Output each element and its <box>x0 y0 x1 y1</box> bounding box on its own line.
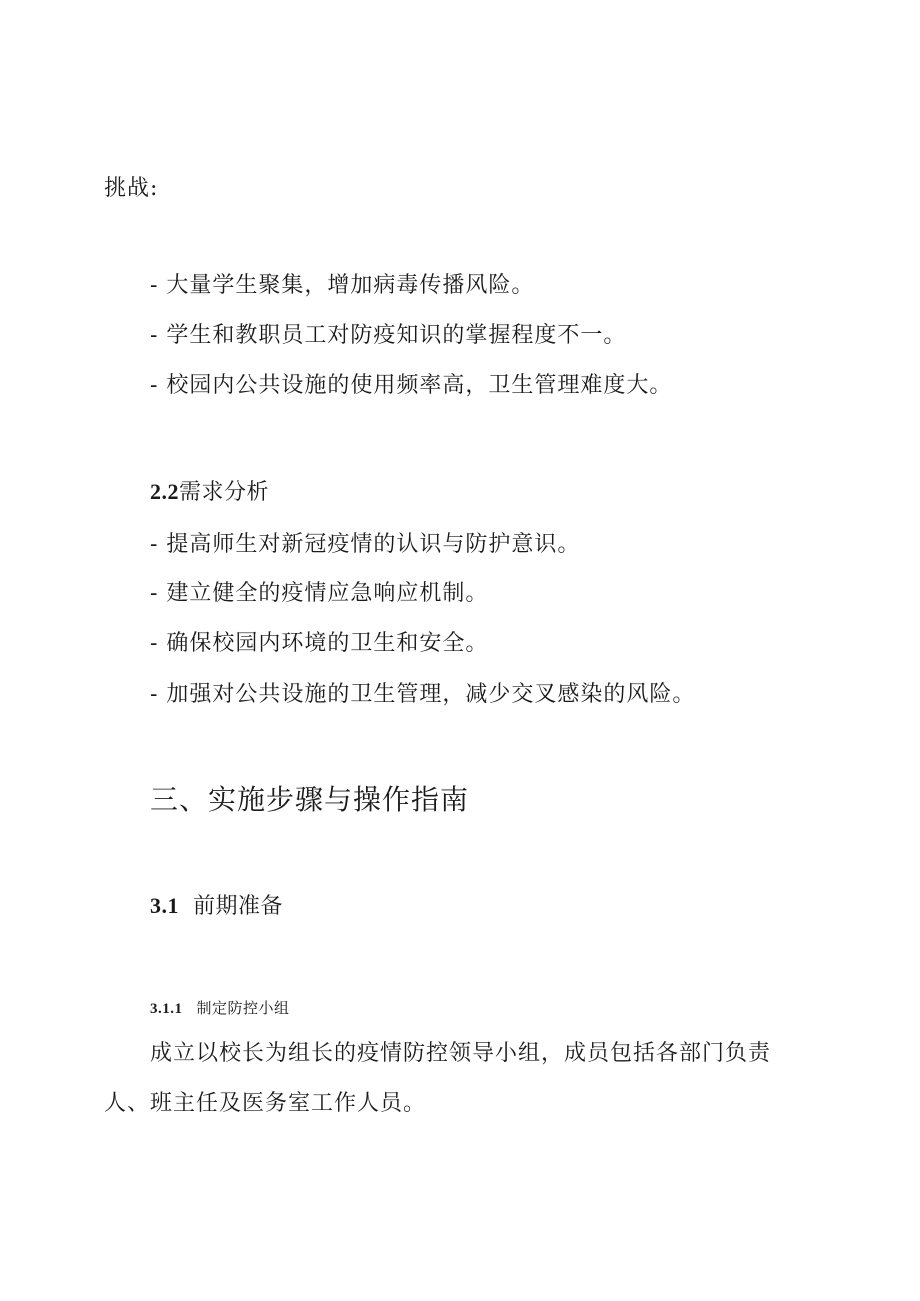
heading-3-1-1 <box>150 1001 290 1017</box>
challenge-item: - 校园内公共设施的使用频率高，卫生管理难度大。 <box>150 373 673 398</box>
challenges-heading: 挑战: <box>104 176 159 201</box>
heading-title: 制定防控小组 <box>196 999 290 1017</box>
section-3-title: 三、实施步骤与操作指南 <box>150 783 470 816</box>
challenge-item: - 大量学生聚集，增加病毒传播风险。 <box>150 273 535 298</box>
heading-number: 3.1.1 <box>150 1001 183 1017</box>
need-item: - 加强对公共设施的卫生管理，减少交叉感染的风险。 <box>150 682 696 707</box>
heading-title: 前期准备 <box>193 894 284 919</box>
heading-title: 需求分析 <box>179 480 270 505</box>
heading-number: 2.2 <box>150 479 179 504</box>
paragraph-line: 人、班主任及医务室工作人员。 <box>104 1091 427 1116</box>
heading-2-2 <box>150 481 269 504</box>
heading-number: 3.1 <box>150 893 179 918</box>
need-item: - 建立健全的疫情应急响应机制。 <box>150 581 489 606</box>
need-item: - 确保校园内环境的卫生和安全。 <box>150 631 489 656</box>
challenge-item: - 学生和教职员工对防疫知识的掌握程度不一。 <box>150 323 627 348</box>
paragraph-line: 成立以校长为组长的疫情防控领导小组，成员包括各部门负责 <box>150 1041 772 1066</box>
need-item: - 提高师生对新冠疫情的认识与防护意识。 <box>150 532 581 557</box>
heading-3-1 <box>150 895 283 918</box>
